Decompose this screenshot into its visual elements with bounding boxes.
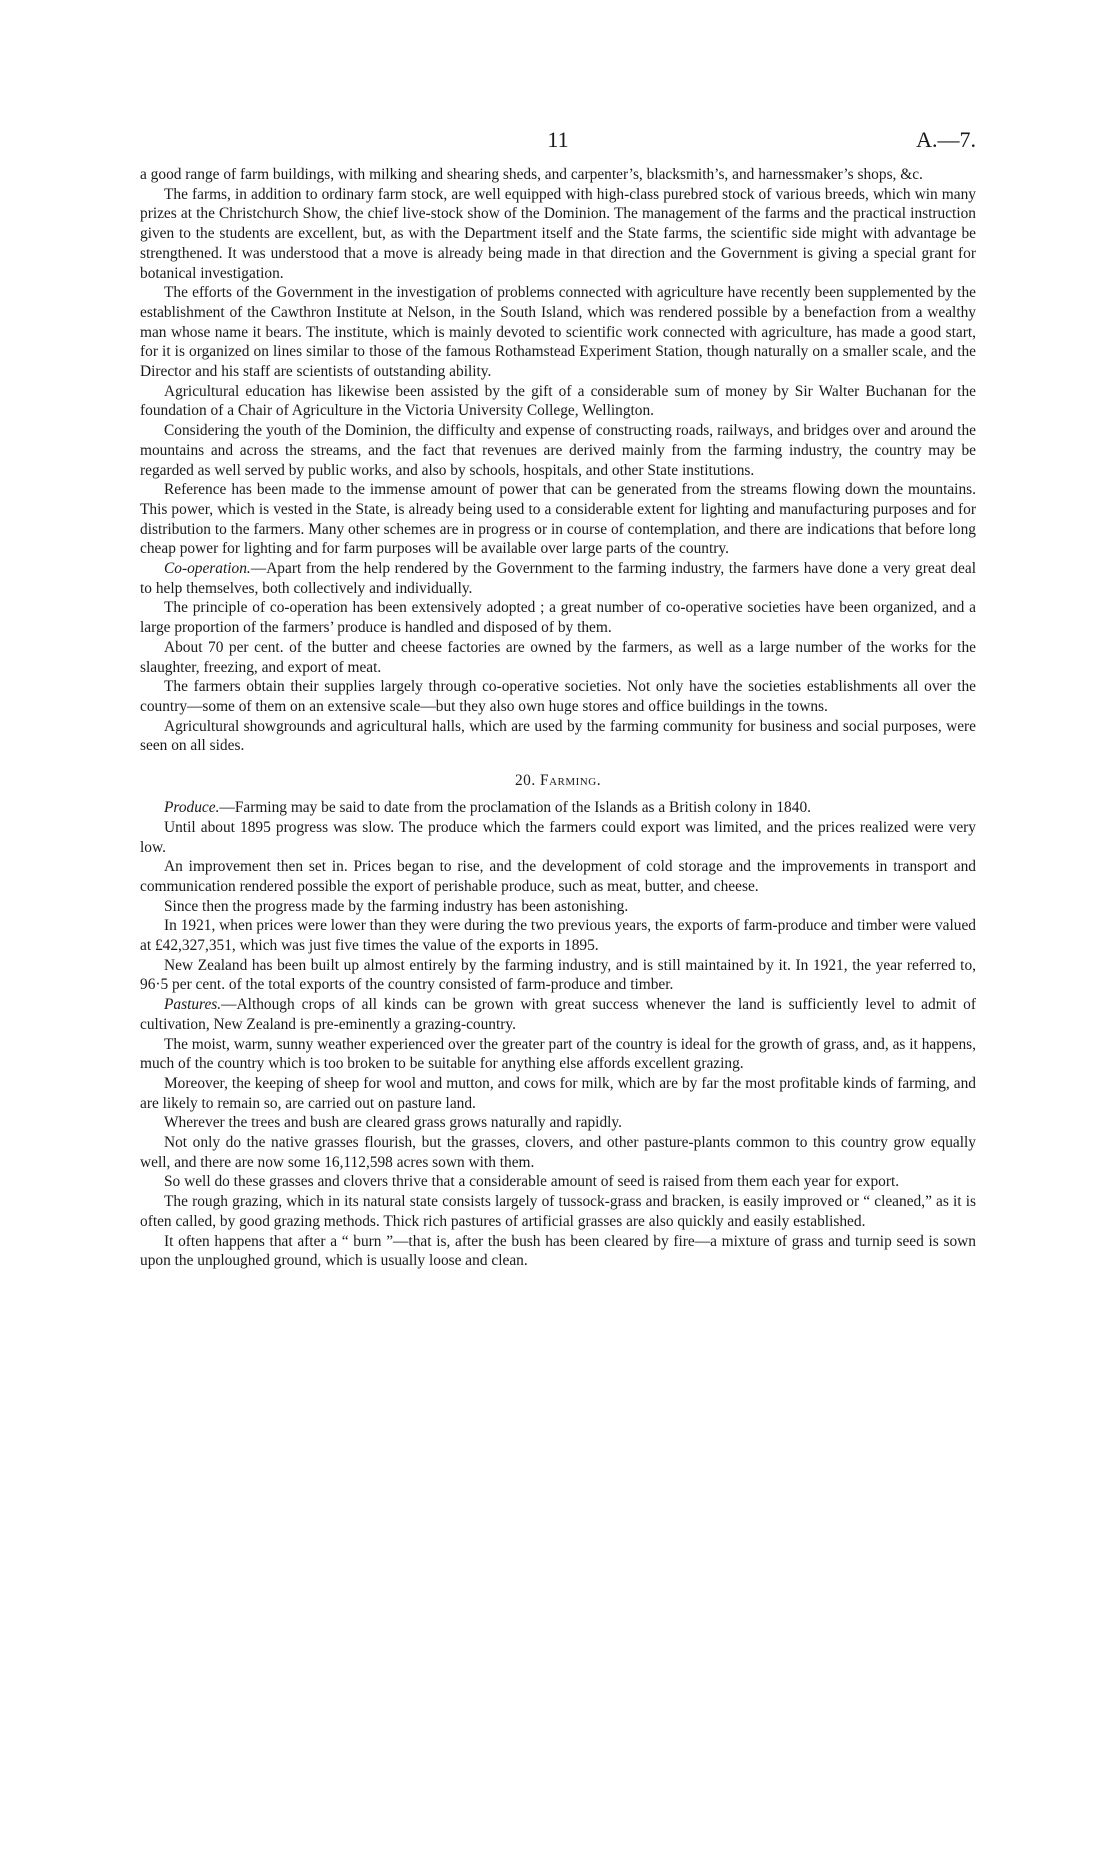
paragraph (140, 1172, 976, 1192)
paragraph (140, 638, 976, 677)
paragraph-text: The rough grazing, which in its natural state consists largely of tussock-grass and bracken, is easily improved or “ cleaned,” as it is often called, by good grazing methods. Thick rich pastures of artificial grasses are also quickly and easily established. (140, 1193, 976, 1230)
paragraph (140, 559, 976, 598)
paragraph (140, 995, 976, 1034)
paragraph-lead-heading: Produce. (164, 799, 220, 817)
paragraph-text: Until about 1895 progress was slow. The produce which the farmers could export was limited, and the prices realized were very low. (140, 818, 976, 856)
paragraph (140, 1035, 976, 1074)
paragraph (140, 916, 976, 955)
paragraph (140, 480, 976, 559)
paragraph-text: Considering the youth of the Dominion, the difficulty and expense of constructing roads, railways, and bridges over and around the mountains and across the streams, and the fact that revenues are derived mainly from the farming industry, the country may be regarded as well served by public works, and also by schools, hospitals, and other State institutions. (140, 422, 976, 479)
paragraph-text: So well do these grasses and clovers thrive that a considerable amount of seed is raised from them each year for export. (164, 1173, 900, 1191)
paragraph (140, 1232, 976, 1271)
paragraph-text: a good range of farm buildings, with milking and shearing sheds, and carpenter’s, blacksmith’s, and harnessmaker’s shops, &c. (140, 166, 923, 183)
paragraph (140, 717, 976, 756)
paragraph-text: —Farming may be said to date from the proclamation of the Islands as a British colony in 1840. (219, 799, 811, 817)
paragraph-text: It often happens that after a “ burn ”—that is, after the bush has been cleared by fire—a mixture of grass and turnip seed is sown upon the unploughed ground, which is usually loose and clean. (140, 1232, 976, 1270)
paragraph (140, 598, 976, 637)
paragraph-text: —Although crops of all kinds can be grown with great success whenever the land is sufficiently level to admit of cultivation, New Zealand is pre-eminently a grazing-country. (140, 996, 976, 1033)
document-code: A.—7. (916, 127, 976, 152)
paragraph (140, 677, 976, 716)
paragraph (140, 1133, 976, 1172)
section-heading: 20. Farming. (514, 772, 602, 790)
paragraph (140, 185, 976, 284)
paragraph (140, 818, 976, 857)
paragraph (140, 897, 976, 917)
paragraph-text: Reference has been made to the immense amount of power that can be generated from the streams flowing down the mountains. This power, which is vested in the State, is already being used to a considerable extent for lighting and manufacturing purposes and for distribution to the farmers. Many other schemes are in progress or in course of contemplation, and there are indications that before long cheap power for lighting and for farm purposes will be available over large parts of the country. (140, 481, 976, 558)
paragraph-text: The farmers obtain their supplies largely through co-operative societies. Not only have the societies establishments all over the country—some of them on an extensive scale—but they also own huge stores and office buildings in the towns. (140, 678, 976, 715)
paragraph (140, 421, 976, 480)
paragraph-text: Not only do the native grasses flourish, but the grasses, clovers, and other pasture-plants common to this country grow equally well, and there are now some 16,112,598 acres sown with them. (140, 1134, 976, 1171)
paragraph (140, 857, 976, 896)
paragraph (140, 798, 976, 818)
paragraph-text: Moreover, the keeping of sheep for wool and mutton, and cows for milk, which are by far the most profitable kinds of farming, and are likely to remain so, are carried out on pasture land. (140, 1074, 976, 1112)
paragraph-text: Agricultural showgrounds and agricultural halls, which are used by the farming community for business and social purposes, were seen on all sides. (140, 717, 976, 755)
paragraph-text: In 1921, when prices were lower than they were during the two previous years, the exports of farm-produce and timber were valued at £42,327,351, which was just five times the value of the exports in 1895. (140, 917, 976, 955)
paragraph (140, 165, 976, 185)
paragraph-text: —Apart from the help rendered by the Government to the farming industry, the farmers have done a very great deal to help themselves, both collectively and individually. (140, 560, 976, 597)
paragraph-text: Agricultural education has likewise been assisted by the gift of a considerable sum of money by Sir Walter Buchanan for the foundation of a Chair of Agriculture in the Victoria University College, Wellington. (140, 382, 976, 420)
paragraph-text: The moist, warm, sunny weather experienced over the greater part of the country is ideal for the growth of grass, and, as it happens, much of the country which is too broken to be suitable for anything else affords excellent grazing. (140, 1035, 976, 1073)
paragraph (140, 283, 976, 382)
page-header (140, 125, 976, 165)
document-page (140, 125, 976, 1271)
paragraph-lead-heading: Co-operation. (164, 560, 251, 578)
paragraph-text: The principle of co-operation has been extensively adopted ; a great number of co-operative societies have been organized, and a large proportion of the farmers’ produce is handled and disposed of by them. (140, 599, 976, 637)
paragraph-text: An improvement then set in. Prices began to rise, and the development of cold storage and the improvements in transport and communication rendered possible the export of perishable produce, such as meat, butter, and cheese. (140, 858, 976, 895)
paragraph (140, 1074, 976, 1113)
paragraph-text: The farms, in addition to ordinary farm stock, are well equipped with high-class purebred stock of various breeds, which win many prizes at the Christchurch Show, the chief live-stock show of the Dominion. The management of the farms and the practical instruction given to the students are excellent, but, as with the Department itself and the State farms, the scientific side might with advantage be strengthened. It was understood that a move is already being made in that direction and the Government is giving a special grant for botanical investigation. (140, 185, 976, 282)
paragraph-text: Wherever the trees and bush are cleared grass grows naturally and rapidly. (164, 1114, 622, 1132)
paragraph-text: New Zealand has been built up almost entirely by the farming industry, and is still maintained by it. In 1921, the year referred to, 96·5 per cent. of the total exports of the country consisted of farm-produce and timber. (140, 956, 976, 994)
page-number: 11 (547, 127, 569, 152)
paragraph-text: About 70 per cent. of the butter and cheese factories are owned by the farmers, as well as a large number of the works for the slaughter, freezing, and export of meat. (140, 638, 976, 676)
paragraph-text: The efforts of the Government in the investigation of problems connected with agriculture have recently been supplemented by the establishment of the Cawthron Institute at Nelson, in the South Island, which was rendered possible by a benefaction from a wealthy man whose name it bears. The institute, which is mainly devoted to scientific work connected with agriculture, has made a good start, for it is organized on lines similar to those of the famous Rothamstead Experiment Station, though naturally on a smaller scale, and the Director and his staff are scientists of outstanding ability. (140, 284, 976, 381)
paragraph (140, 382, 976, 421)
paragraph-text: Since then the progress made by the farming industry has been astonishing. (164, 897, 629, 915)
paragraph-lead-heading: Pastures. (164, 996, 222, 1014)
paragraph (140, 1113, 976, 1133)
body-text-part1 (140, 165, 976, 756)
paragraph (140, 1192, 976, 1231)
paragraph (140, 956, 976, 995)
body-text-part2 (140, 798, 976, 1271)
